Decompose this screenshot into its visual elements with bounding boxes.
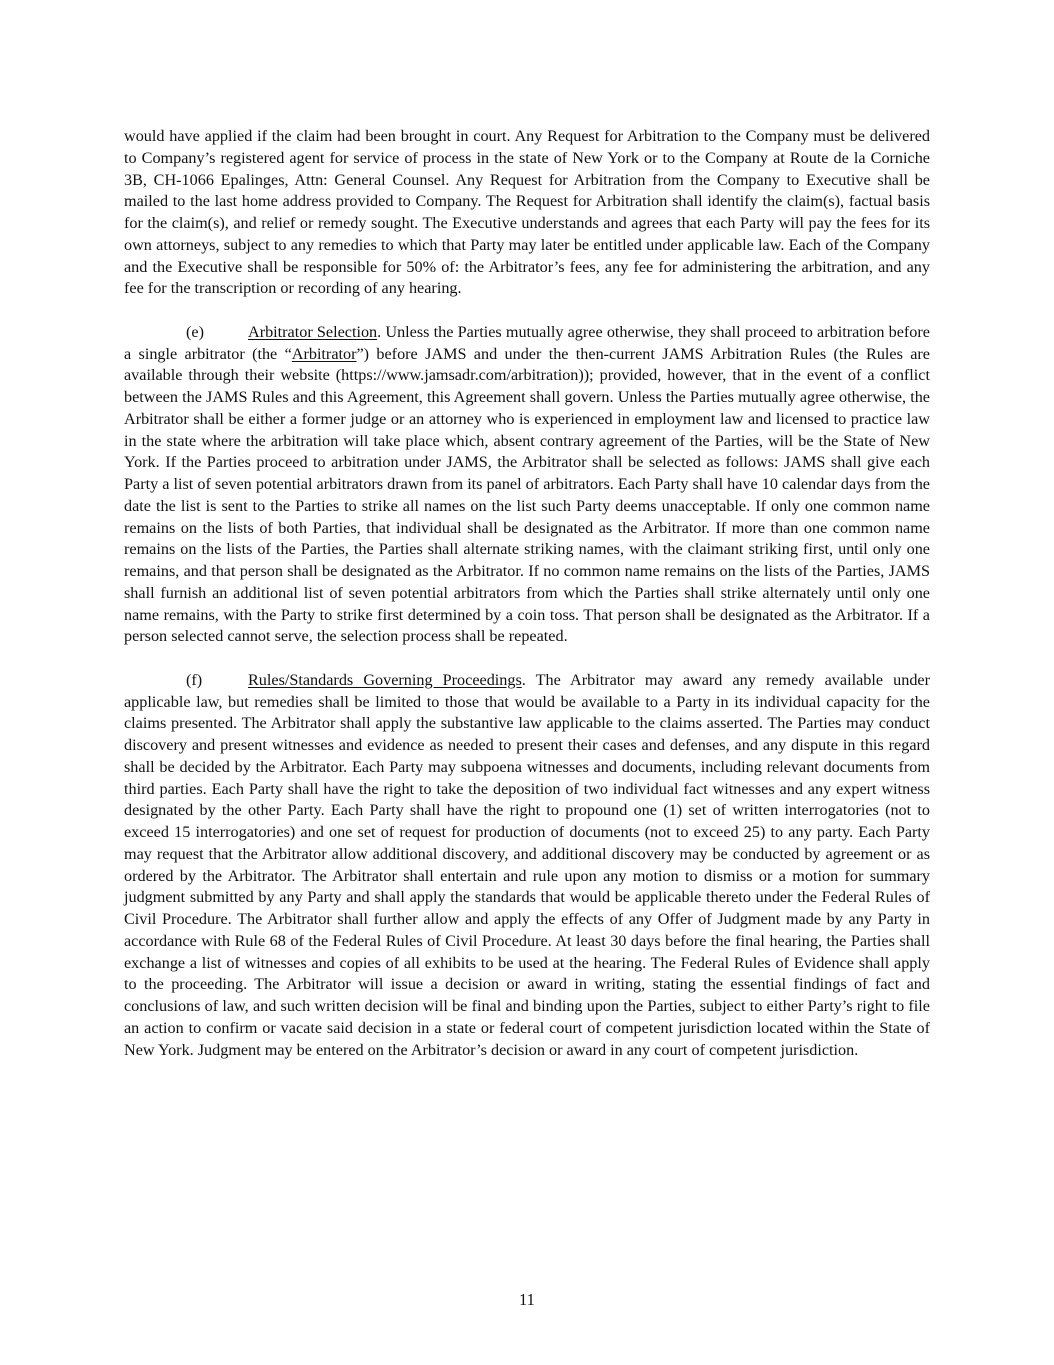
document-page — [124, 126, 930, 1061]
defined-term-arbitrator: Arbitrator — [291, 344, 357, 363]
section-f-number: (f) — [186, 670, 203, 689]
paragraph-continuation — [124, 126, 930, 300]
section-e-text-after-term: ”) before JAMS and under the then-current JAMS Arbitration Rules (the Rules are available through their website (https://www.jamsadr.com/arbitration)); provided, however, that in the event of a conflict between the JAMS Rules and this Agreement, this Agreement shall govern. Unless the Parties mutually agree otherwise, the Arbitrator shall be either a former judge or an attorney who is experienced in employment law and licensed to practice law in the state where the arbitration will take place which, absent contrary agreement of the Parties, will be the State of New York. If the Parties proceed to arbitration under JAMS, the Arbitrator shall be selected as follows: JAMS shall give each Party a list of seven potential arbitrators drawn from its panel of arbitrators. Each Party shall have 10 calendar days from the date the list is sent to the Parties to strike all names on the list such Party deems unacceptable. If only one common name remains on the lists of both Parties, that individual shall be designated as the Arbitrator. If more than one common name remains on the lists of the Parties, the Parties shall alternate striking names, with the claimant striking first, until only one remains, and that person shall be designated as the Arbitrator. If no common name remains on the lists of the Parties, JAMS shall furnish an additional list of seven potential arbitrators from which the Parties shall strike alternately until only one name remains, with the Party to strike first determined by a coin toss. That person shall be designated as the Arbitrator. If a person selected cannot serve, the selection process shall be repeated. — [124, 344, 930, 646]
section-e-arbitrator-selection — [124, 322, 930, 648]
page-number: 11 — [519, 1290, 535, 1309]
section-f-heading: Rules/Standards Governing Proceedings — [248, 670, 522, 689]
paragraph-continuation-text: would have applied if the claim had been brought in court. Any Request for Arbitration to the Company must be delivered to Company’s registered agent for service of process in the state of New York or to the Company at Route de la Corniche 3B, CH-1066 Epalinges, Attn: General Counsel. Any Request for Arbitration from the Company to Executive shall be mailed to the last home address provided to Company. The Request for Arbitration shall identify the claim(s), factual basis for the claim(s), and relief or remedy sought. The Executive understands and agrees that each Party will pay the fees for its own attorneys, subject to any remedies to which that Party may later be entitled under applicable law. Each of the Company and the Executive shall be responsible for 50% of: the Arbitrator’s fees, any fee for administering the arbitration, and any fee for the transcription or recording of any hearing. — [124, 127, 930, 298]
section-f-text: . The Arbitrator may award any remedy available under applicable law, but remedies shall be limited to those that would be available to a Party in its individual capacity for the claims presented. The Arbitrator shall apply the substantive law applicable to the claims asserted. The Parties may conduct discovery and present witnesses and evidence as needed to present their cases and defenses, and any dispute in this regard shall be decided by the Arbitrator. Each Party may subpoena witnesses and documents, including relevant documents from third parties. Each Party shall have the right to take the deposition of two individual fact witnesses and any expert witness designated by the other Party. Each Party shall have the right to propound one (1) set of written interrogatories (not to exceed 15 interrogatories) and one set of request for production of documents (not to exceed 25) to any party. Each Party may request that the Arbitrator allow additional discovery, and additional discovery may be conducted by agreement or as ordered by the Arbitrator. The Arbitrator shall entertain and rule upon any motion to dismiss or a motion for summary judgment submitted by any Party and shall apply the standards that would be applicable thereto under the Federal Rules of Civil Procedure. The Arbitrator shall further allow and apply the effects of any Offer of Judgment made by any Party in accordance with Rule 68 of the Federal Rules of Civil Procedure. At least 30 days before the final hearing, the Parties shall exchange a list of witnesses and copies of all exhibits to be used at the hearing. The Federal Rules of Evidence shall apply to the proceeding. The Arbitrator will issue a decision or award in writing, stating the essential findings of fact and conclusions of law, and such written decision will be final and binding upon the Parties, subject to either Party’s right to file an action to confirm or vacate said decision in a state or federal court of competent jurisdiction located within the State of New York. Judgment may be entered on the Arbitrator’s decision or award in any court of competent jurisdiction. — [124, 670, 930, 1059]
section-e-number: (e) — [186, 322, 204, 341]
section-e-text-before-term: . Unless the Parties mutually agree otherwise, they shall proceed to arbitration before a single arbitrator (the “ — [124, 322, 930, 363]
section-e-heading: Arbitrator Selection — [248, 322, 378, 341]
section-f-rules-standards — [124, 670, 930, 1062]
